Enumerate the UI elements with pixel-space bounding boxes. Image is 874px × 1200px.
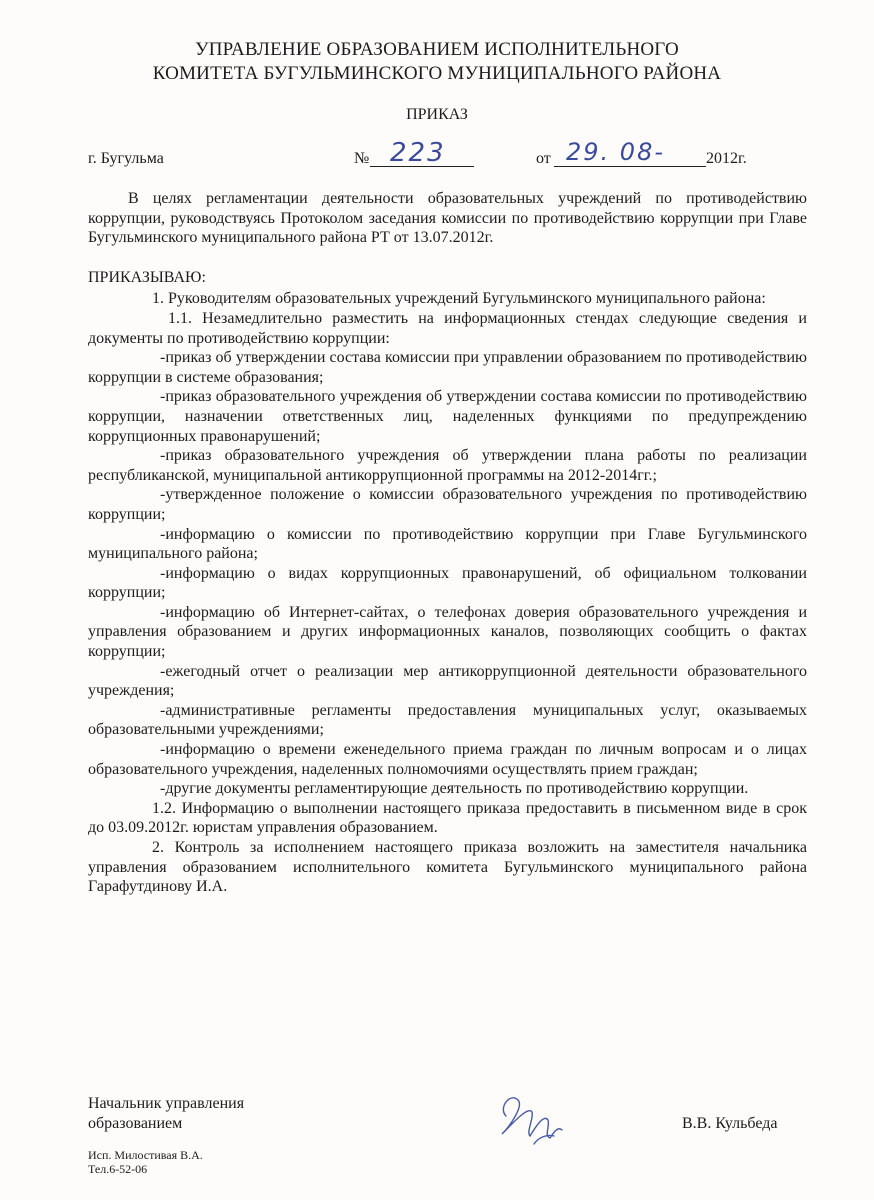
list-item: -ежегодный отчет о реализации мер антикоррупционной деятельности образовательного учреждения; (88, 662, 807, 700)
header-line-2: КОМИТЕТА БУГУЛЬМИНСКОГО МУНИЦИПАЛЬНОГО РАЙОНА (152, 63, 722, 84)
order-word: ПРИКАЗЫВАЮ: (88, 268, 206, 286)
document-type: ПРИКАЗ (406, 106, 468, 123)
signer-position (88, 1094, 244, 1134)
list-item: -утвержденное положение о комиссии образовательного учреждения по противодействию коррупции; (88, 486, 807, 523)
order-date: 29. 08- (566, 138, 665, 166)
order-meta-row (88, 138, 808, 172)
list-item: -информацию о времени еженедельного приема граждан по личным вопросам и о лицах образовательного учреждения, наделенных полномочиями осуществлять прием граждан; (88, 741, 807, 778)
list-item: -информацию об Интернет-сайтах, о телефонах доверия образовательного учреждения и управления образованием и других информационных каналов, позволяющих сообщить о фактах коррупции; (88, 603, 807, 661)
point-1-2: 1.2. Информацию о выполнении настоящего приказа предоставить в письменном виде в срок до 03.09.2012г. юристам управления образованием. (88, 799, 807, 837)
handwritten-signature (488, 1086, 578, 1150)
list-item: -приказ об утверждении состава комиссии при управлении образованием по противодействию коррупции в системе образования; (88, 349, 807, 386)
signer-name: В.В. Кульбеда (682, 1115, 778, 1132)
date-label: от (536, 150, 551, 167)
list-item: -административные регламенты предоставления муниципальных услуг, оказываемых образовательными учреждениями; (88, 701, 807, 739)
list-item: -приказ образовательного учреждения об утверждении состава комиссии по противодействию коррупции, назначении ответственных лиц, наделенных функциями по предупреждению коррупционных правонарушений; (88, 388, 807, 445)
list-item: -другие документы регламентирующие деятельность по противодействию коррупции. (160, 780, 749, 798)
header-line-1: УПРАВЛЕНИЕ ОБРАЗОВАНИЕМ ИСПОЛНИТЕЛЬНОГО (195, 39, 679, 60)
document-header (0, 38, 874, 86)
signer-position-line-1: Начальник управления (88, 1095, 245, 1112)
document-body (88, 189, 807, 897)
executor-phone: Тел.6-52-06 (88, 1162, 148, 1176)
year-suffix: 2012г. (706, 150, 747, 167)
list-item: -информацию о видах коррупционных правонарушений, об официальном толковании коррупции; (88, 564, 807, 602)
number-label: № (354, 150, 370, 167)
signature-block (88, 1094, 808, 1144)
executor-name: Исп. Милостивая В.А. (88, 1148, 203, 1162)
point-1: 1. Руководителям образовательных учреждений Бугульминского муниципального района: (152, 290, 766, 308)
city: г. Бугульма (88, 150, 164, 167)
list-item: -приказ образовательного учреждения об утверждении плана работы по реализации республиканской, муниципальной антикоррупционной программы на 2012-2014гг.; (88, 447, 807, 484)
executor-info (88, 1148, 203, 1176)
intro-paragraph: В целях регламентации деятельности образовательных учреждений по противодействию коррупции, руководствуясь Протоколом заседания комиссии по противодействию коррупции при Главе Бугульминского муниципального района РТ от 13.07.2012г. (88, 190, 807, 247)
order-number: 223 (390, 138, 446, 168)
point-2: 2. Контроль за исполнением настоящего приказа возложить на заместителя начальника управления образованием исполнительного комитета Бугульминского муниципального района Гарафутдинову И.А. (88, 839, 807, 896)
point-1-1: 1.1. Незамедлительно разместить на информационных стендах следующие сведения и документы по противодействию коррупции: (88, 309, 807, 347)
list-item: -информацию о комиссии по противодействию коррупции при Главе Бугульминского муниципального района; (88, 525, 807, 563)
signer-position-line-2: образованием (88, 1115, 183, 1132)
